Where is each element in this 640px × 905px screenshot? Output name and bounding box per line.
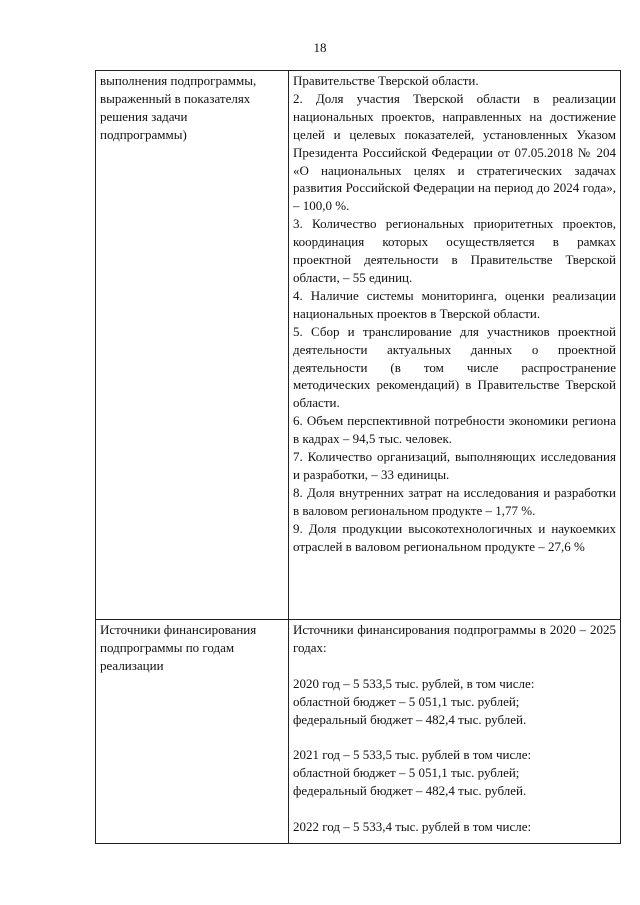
indicator-item: 7. Количество организаций, выполняющих исследования и разработки, – 33 единицы.: [293, 449, 616, 482]
indicator-item: 4. Наличие системы мониторинга, оценки реализации национальных проектов в Тверской области.: [293, 287, 616, 321]
indicator-text: Правительстве Тверской области.: [293, 73, 479, 88]
subprogram-passport-table: [95, 70, 621, 844]
regional-budget: областной бюджет – 5 051,1 тыс. рублей;: [293, 693, 520, 709]
row-label-cell: [96, 620, 289, 844]
indicators-cell: [289, 71, 621, 620]
row-label: Источники финансирования подпрограммы по годам реализации: [100, 622, 257, 673]
indicator-item: 5. Сбор и транслирование для участников проектной деятельности актуальных данных о проектной деятельности (в том числе распространение методических рекомендаций) в Правительстве Тверской области.: [293, 323, 616, 411]
table-row: [96, 71, 621, 620]
federal-budget: федеральный бюджет – 482,4 тыс. рублей.: [293, 783, 527, 799]
regional-budget: областной бюджет – 5 051,1 тыс. рублей;: [293, 765, 520, 781]
indicator-item: 2. Доля участия Тверской области в реализации национальных проектов, направленных на достижение целей и целевых показателей, установленных Указом Президента Российской Федерации от 07.05.2018 № 204 «О национальных целях и стратегических задачах развития Российской Федерации на период до 2024 года», – 100,0 %.: [293, 90, 616, 214]
financing-intro: Источники финансирования подпрограммы в 2020 – 2025 годах:: [293, 622, 616, 655]
row-label: выполнения подпрограммы, выраженный в показателях решения задачи подпрограммы): [100, 73, 257, 142]
year-total: 2020 год – 5 533,5 тыс. рублей, в том числе:: [293, 675, 535, 691]
row-label-cell: [96, 71, 289, 620]
year-total: 2022 год – 5 533,4 тыс. рублей в том числе:: [293, 818, 532, 834]
indicator-item: 6. Объем перспективной потребности экономики региона в кадрах – 94,5 тыс. человек.: [293, 413, 616, 447]
indicator-item: 8. Доля внутренних затрат на исследования и разработки в валовом региональном продукте – 1,77 %.: [293, 484, 616, 518]
indicator-item: 9. Доля продукции высокотехнологичных и наукоемких отраслей в валовом региональном продукте – 27,6 %: [293, 520, 616, 554]
federal-budget: федеральный бюджет – 482,4 тыс. рублей.: [293, 711, 527, 727]
table-row: [96, 620, 621, 844]
indicator-item: 3. Количество региональных приоритетных проектов, координация которых осуществляется в рамках проектной деятельности в Правительстве Тверской области, – 55 единиц.: [293, 216, 616, 285]
year-total: 2021 год – 5 533,5 тыс. рублей в том числе:: [293, 747, 532, 763]
financing-cell: [289, 620, 621, 844]
page-number: 18: [313, 40, 327, 55]
